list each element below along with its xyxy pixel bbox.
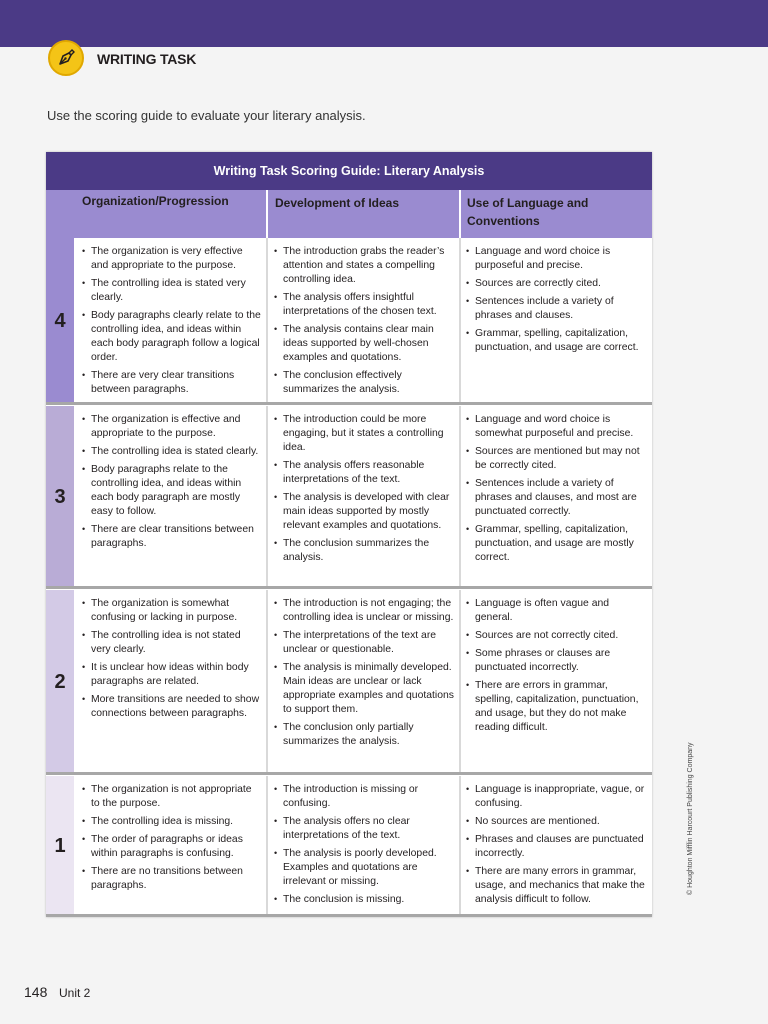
criterion-item: • The analysis contains clear main ideas supported by well-chosen examples and quotations. [274,322,456,365]
criterion-item: • Grammar, spelling, capitalization, punctuation, and usage are mostly correct. [466,522,646,565]
score-value: 2 [46,590,74,774]
criterion-item: • Language and word choice is purposeful and precise. [466,244,646,273]
row-separator [46,586,652,589]
pen-icon [48,40,84,76]
criterion-item: • The introduction could be more engaging, but it states a controlling idea. [274,412,456,455]
criterion-item: • The analysis is developed with clear main ideas supported by mostly relevant examples and quotations. [274,490,456,533]
criterion-item: • Some phrases or clauses are punctuated incorrectly. [466,646,646,675]
criterion-item: • The analysis offers no clear interpretations of the text. [274,814,456,843]
criterion-item: • Body paragraphs clearly relate to the controlling idea, and ideas within each body paragraph follow a logical order. [82,308,262,365]
language-cell [466,406,646,588]
criterion-item: • It is unclear how ideas within body paragraphs are related. [82,660,262,689]
criterion-item: • The conclusion effectively summarizes the analysis. [274,368,456,397]
column-divider [266,238,268,404]
organization-cell [82,590,262,774]
score-row-1 [46,776,652,917]
header-divider [266,190,268,238]
criterion-item: • The conclusion summarizes the analysis. [274,536,456,565]
criterion-item: • Phrases and clauses are punctuated incorrectly. [466,832,646,861]
column-divider [266,590,268,774]
score-row-3 [46,406,652,588]
criterion-item: • Language is inappropriate, vague, or confusing. [466,782,646,811]
column-header-development: Development of Ideas [275,196,400,210]
criterion-item: • The analysis offers insightful interpretations of the chosen text. [274,290,456,319]
criterion-item: • The order of paragraphs or ideas within paragraphs is confusing. [82,832,262,861]
column-header-language: Use of Language and Conventions [467,196,589,228]
criterion-item: • No sources are mentioned. [466,814,646,829]
criterion-item: • The introduction is missing or confusing. [274,782,456,811]
criterion-item: • The introduction is not engaging; the controlling idea is unclear or missing. [274,596,456,625]
criterion-item: • The introduction grabs the reader’s attention and states a compelling controlling idea. [274,244,456,287]
criterion-item: • There are errors in grammar, spelling, capitalization, punctuation, and usage, but they do not make reading difficult. [466,678,646,735]
criterion-item: • Sources are correctly cited. [466,276,646,291]
criterion-item: • The analysis is poorly developed. Examples and quotations are irrelevant or missing. [274,846,456,889]
column-divider [459,406,461,588]
organization-cell [82,238,262,404]
criterion-item: • The conclusion is missing. [274,892,456,907]
criterion-item: • Language and word choice is somewhat purposeful and precise. [466,412,646,441]
column-header-row [46,190,652,238]
unit-label: Unit 2 [59,986,91,1000]
page-number: 148 [24,984,48,1000]
criterion-item: • There are no transitions between paragraphs. [82,864,262,893]
language-cell [466,238,646,404]
table-title: Writing Task Scoring Guide: Literary Analysis [46,152,652,190]
criterion-item: • The controlling idea is missing. [82,814,262,829]
copyright-notice: © Houghton Mifflin Harcourt Publishing Company [687,742,694,895]
criterion-item: • Body paragraphs relate to the controlling idea, and ideas within each body paragraph are mostly easy to follow. [82,462,262,519]
column-divider [266,406,268,588]
language-cell [466,590,646,774]
development-cell [274,406,456,588]
criterion-item: • The controlling idea is stated very clearly. [82,276,262,305]
column-header-organization: Organization/Progression [82,194,229,208]
criterion-item: • The analysis is minimally developed. Main ideas are unclear or lack appropriate examples and quotations to support them. [274,660,456,717]
criterion-item: • Sentences include a variety of phrases and clauses. [466,294,646,323]
column-divider [266,776,268,917]
language-cell [466,776,646,917]
development-cell [274,776,456,917]
top-banner [0,0,768,47]
row-separator [46,772,652,775]
criterion-item: • The organization is not appropriate to the purpose. [82,782,262,811]
development-cell [274,238,456,404]
criterion-item: • The controlling idea is not stated very clearly. [82,628,262,657]
criterion-item: • The organization is effective and appropriate to the purpose. [82,412,262,441]
criterion-item: • The organization is very effective and appropriate to the purpose. [82,244,262,273]
criterion-item: • Language is often vague and general. [466,596,646,625]
criterion-item: • There are very clear transitions between paragraphs. [82,368,262,397]
score-row-4 [46,238,652,404]
score-value: 3 [46,406,74,588]
criterion-item: • More transitions are needed to show connections between paragraphs. [82,692,262,721]
development-cell [274,590,456,774]
intro-text: Use the scoring guide to evaluate your literary analysis. [47,108,366,123]
row-separator [46,914,652,917]
criterion-item: • Grammar, spelling, capitalization, punctuation, and usage are correct. [466,326,646,355]
column-divider [459,776,461,917]
criterion-item: • The controlling idea is stated clearly. [82,444,262,459]
criterion-item: • The conclusion only partially summarizes the analysis. [274,720,456,749]
column-divider [459,238,461,404]
header-divider [459,190,461,238]
criterion-item: • There are clear transitions between paragraphs. [82,522,262,551]
score-row-2 [46,590,652,774]
criterion-item: • Sources are mentioned but may not be correctly cited. [466,444,646,473]
row-separator [46,402,652,405]
criterion-item: • There are many errors in grammar, usage, and mechanics that make the analysis difficult to follow. [466,864,646,907]
criterion-item: • Sources are not correctly cited. [466,628,646,643]
criterion-item: • The organization is somewhat confusing or lacking in purpose. [82,596,262,625]
scoring-guide-table [46,152,652,917]
column-divider [459,590,461,774]
organization-cell [82,406,262,588]
criterion-item: • Sentences include a variety of phrases and clauses, and most are punctuated correctly. [466,476,646,519]
score-value: 1 [46,776,74,917]
score-value: 4 [46,238,74,404]
criterion-item: • The analysis offers reasonable interpretations of the text. [274,458,456,487]
section-heading: WRITING TASK [97,51,197,67]
criterion-item: • The interpretations of the text are unclear or questionable. [274,628,456,657]
organization-cell [82,776,262,917]
